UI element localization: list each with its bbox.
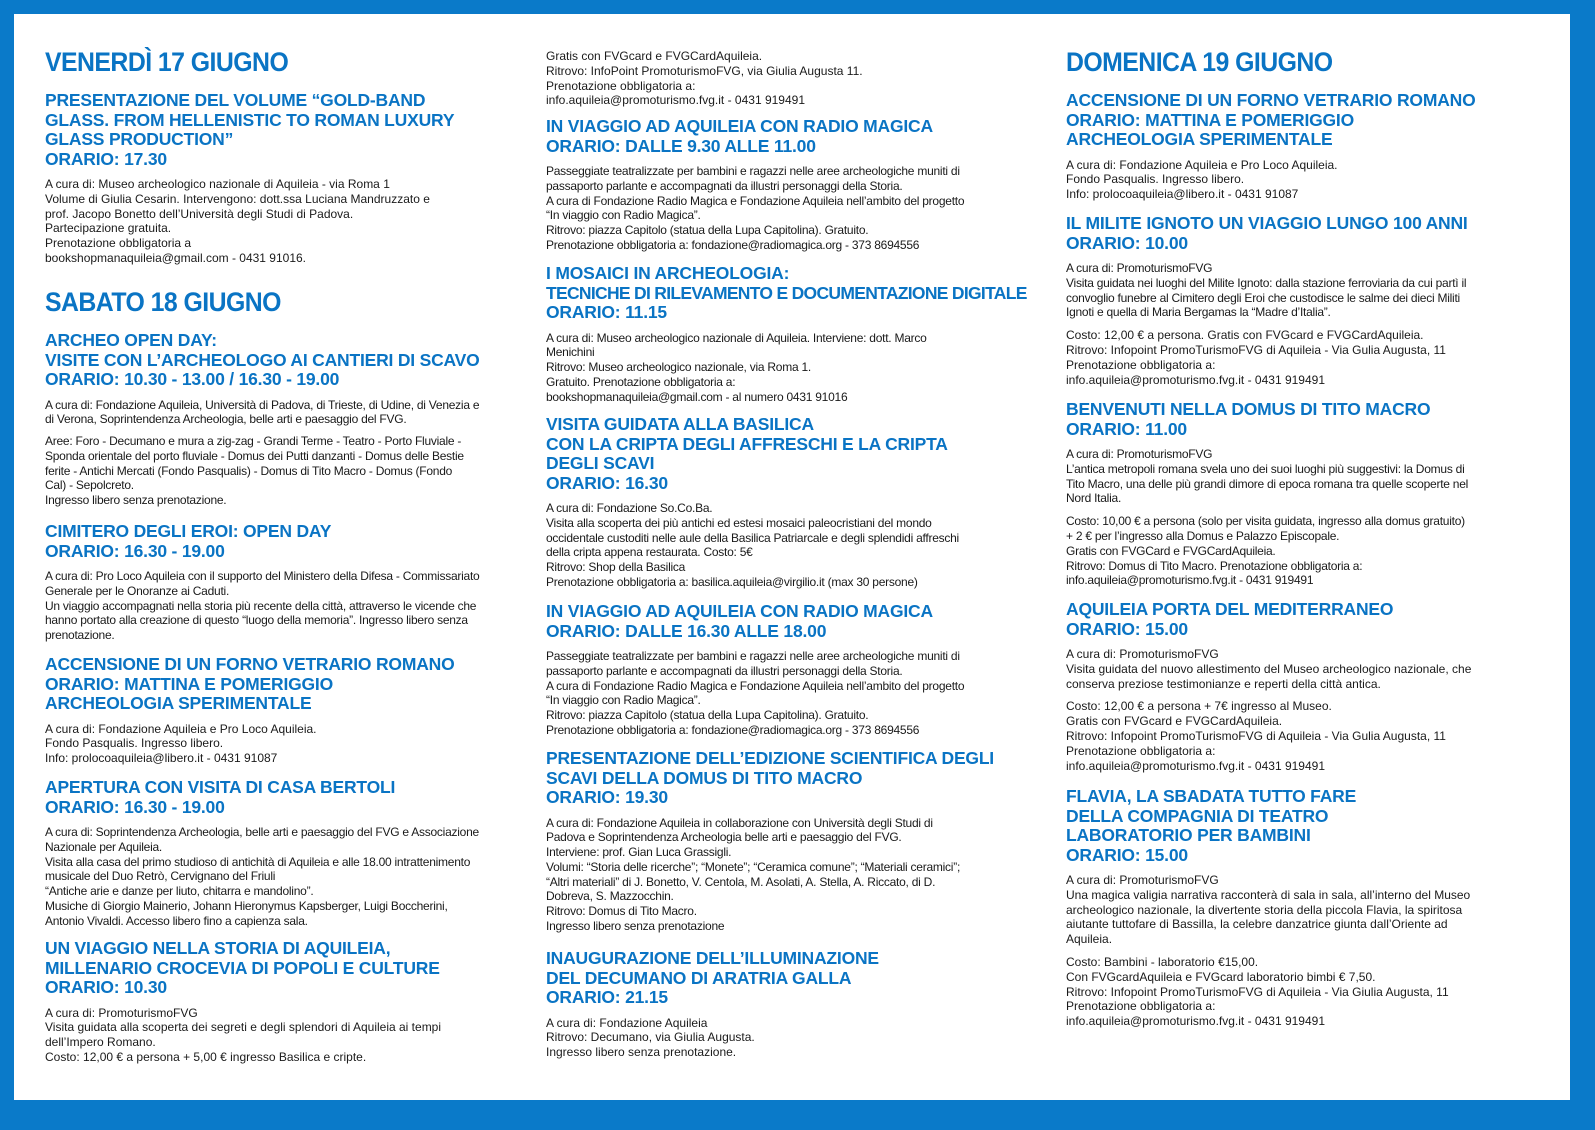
event-casa-bertoli	[45, 778, 523, 929]
body-line: Ritrovo: InfoPoint PromoturismoFVG, via Giulia Augusta 11.	[546, 63, 863, 78]
event-viaggio-storia	[45, 939, 523, 1065]
body-line: info.aquileia@promoturismo.fvg.it - 0431 919491	[1066, 573, 1314, 588]
body-line: Ignoti e quella di Maria Bergamas la “Madre d’Italia”.	[1066, 305, 1331, 320]
day-title-saturday: SABATO 18 GIUGNO	[45, 287, 281, 317]
event-body	[45, 1006, 523, 1065]
body-line: Ritrovo: Domus di Tito Macro.	[546, 904, 697, 919]
body-line: Ritrovo: Infopoint PromoTurismoFVG di Aquileia - Via Giulia Augusta, 11	[1066, 984, 1449, 999]
body-line: Costo: 12,00 € a persona + 7€ ingresso al Museo.	[1066, 699, 1332, 714]
event-time: ORARIO: 16.30 - 19.00	[45, 540, 225, 561]
body-line: Prenotazione obbligatoria a:	[1066, 357, 1216, 372]
event-gold-band-glass	[45, 91, 523, 266]
body-line: Visita guidata nei luoghi del Milite Ignoto: dalla stazione ferroviaria da cui partì il	[1066, 275, 1467, 290]
body-line: A cura di: PromoturismoFVG	[1066, 447, 1213, 461]
body-line: Gratuito. Prenotazione obbligatoria a:	[546, 374, 736, 389]
body-line: Visita alla scoperta dei più antichi ed estesi mosaici paleocristiani del mondo	[546, 515, 932, 530]
body-line: della cripta appena restaurata. Costo: 5€	[546, 545, 753, 560]
body-line: A cura di: Fondazione Aquileia, Università di Padova, di Trieste, di Udine, di Venezia e	[45, 397, 480, 412]
body-line: Fondo Pasqualis. Ingresso libero.	[1066, 172, 1245, 187]
event-body-info	[1066, 699, 1544, 773]
body-line: Ritrovo: Museo archeologico nazionale, via Roma 1.	[546, 360, 811, 375]
body-line: info.aquileia@promoturismo.fvg.it - 0431 919491	[1066, 372, 1325, 387]
body-line: Dobreva, S. Mazzocchin.	[546, 889, 674, 904]
body-line: Ritrovo: piazza Capitolo (statua della Lupa Capitolina). Gratuito.	[546, 223, 869, 238]
body-line: dell’Impero Romano.	[45, 1035, 156, 1050]
event-milite-ignoto	[1066, 214, 1544, 387]
event-basilica	[546, 415, 1044, 590]
body-line: Passeggiate teatralizzate per bambini e ragazzi nelle aree archeologiche muniti di	[546, 164, 960, 178]
body-line: A cura di: PromoturismoFVG	[1066, 647, 1219, 661]
event-body	[1066, 647, 1544, 691]
body-line: Prenotazione obbligatoria a: fondazione@radiomagica.org - 373 8694556	[546, 237, 920, 252]
event-time: ORARIO: 11.15	[546, 302, 667, 322]
body-line: “In viaggio con Radio Magica”.	[546, 693, 701, 708]
body-line: A cura di: PromoturismoFVG	[1066, 873, 1219, 887]
event-body	[45, 722, 523, 766]
event-title: TECNICHE DI RILEVAMENTO E DOCUMENTAZIONE DIGITALE	[546, 282, 1027, 303]
event-title: IL MILITE IGNOTO UN VIAGGIO LUNGO 100 ANNI	[1066, 213, 1468, 233]
body-line: + 2 € per l’ingresso alla Domus e Palazzo Episcopale.	[1066, 528, 1340, 543]
body-line: passaporto parlante e accompagnati da illustri personaggi della Storia.	[546, 178, 903, 193]
body-line: musicale del Duo Retrò, Cervignano del Friuli	[45, 869, 276, 884]
event-body-info	[1066, 955, 1544, 1029]
body-line: A cura di Fondazione Radio Magica e Fondazione Aquileia nell’ambito del progetto	[546, 678, 965, 693]
event-radio-magica-morning	[546, 117, 1044, 253]
body-line: Ingresso libero senza prenotazione.	[546, 1045, 737, 1060]
body-line: occidentale custoditi nelle aule della Basilica Patriarcale e degli splendidi affreschi	[546, 530, 959, 545]
event-time: ORARIO: DALLE 16.30 ALLE 18.00	[546, 620, 827, 641]
body-line: hanno portato alla creazione di questo “luogo della memoria”. Ingresso libero senza	[45, 613, 468, 628]
body-line: Con FVGcardAquileia e FVGcard laboratorio bimbi € 7,50.	[1066, 969, 1376, 984]
body-line: Una magica valigia narrativa racconterà di sala in sala, all’interno del Museo	[1066, 887, 1471, 902]
event-time: ORARIO: 16.30	[546, 472, 668, 493]
event-body	[546, 164, 1044, 253]
event-time: ORARIO: 21.15	[546, 987, 668, 1007]
body-line: “In viaggio con Radio Magica”.	[546, 208, 701, 223]
event-title: ACCENSIONE DI UN FORNO VETRARIO ROMANO	[1066, 90, 1476, 110]
event-body	[1066, 447, 1544, 506]
event-time: ORARIO: 15.00	[1066, 618, 1188, 639]
body-line: archeologico nazionale, la divertente storia della piccola Flavia, la spiritosa	[1066, 902, 1463, 917]
event-title: IN VIAGGIO AD AQUILEIA CON RADIO MAGICA	[546, 116, 933, 136]
body-line: info.aquileia@promoturismo.fvg.it - 0431 919491	[1066, 1014, 1325, 1029]
body-line: bookshopmanaquileia@gmail.com - 0431 91016.	[45, 250, 307, 265]
body-line: Ritrovo: Decumano, via Giulia Augusta.	[546, 1030, 755, 1045]
body-line: Ritrovo: Shop della Basilica	[546, 560, 686, 575]
body-line: convoglio funebre al Cimitero degli Eroi che custodisce le salme dei dieci Militi	[1066, 290, 1460, 305]
event-title: ORARIO: MATTINA E POMERIGGIO	[45, 673, 334, 694]
event-time: ORARIO: 10.30 - 13.00 / 16.30 - 19.00	[45, 369, 340, 389]
body-line: A cura di: PromoturismoFVG	[45, 1005, 198, 1020]
body-line: ferite - Antichi Mercati (Fondo Pasqualis) - Domus di Tito Macro - Domus (Fondo	[45, 463, 453, 478]
event-title: DEL DECUMANO DI ARATRIA GALLA	[546, 967, 852, 988]
body-line: prof. Jacopo Bonetto dell’Università degli Studi di Padova.	[45, 206, 354, 221]
body-line: A cura di: Museo archeologico nazionale di Aquileia. Interviene: dott. Marco	[546, 330, 927, 345]
event-body	[546, 816, 1044, 934]
body-line: Musiche di Giorgio Mainerio, Johann Hieronymus Kapsberger, Luigi Boccherini,	[45, 898, 448, 913]
body-line: Costo: Bambini - laboratorio €15,00.	[1066, 954, 1259, 969]
body-line: Generale per le Onoranze ai Caduti.	[45, 583, 230, 598]
event-body	[546, 331, 1044, 405]
event-body	[546, 501, 1044, 590]
body-line: Prenotazione obbligatoria a:	[1066, 743, 1216, 758]
event-time: ORARIO: 10.30	[45, 977, 167, 997]
event-title: AQUILEIA PORTA DEL MEDITERRANEO	[1066, 599, 1394, 619]
body-line: A cura di: PromoturismoFVG	[1066, 261, 1213, 275]
continuation-block	[546, 49, 1044, 108]
day-title-friday: VENERDÌ 17 GIUGNO	[45, 47, 289, 77]
body-line: A cura di: Fondazione Aquileia	[546, 1015, 708, 1030]
event-title: INAUGURAZIONE DELL’ILLUMINAZIONE	[546, 948, 879, 968]
event-title: ACCENSIONE DI UN FORNO VETRARIO ROMANO	[45, 654, 455, 674]
body-line: Prenotazione obbligatoria a: basilica.aquileia@virgilio.it (max 30 persone)	[546, 574, 918, 589]
event-title: LABORATORIO PER BAMBINI	[1066, 825, 1311, 845]
event-porta-mediterraneo	[1066, 600, 1544, 773]
body-line: Prenotazione obbligatoria a	[45, 236, 192, 251]
body-line: Sponda orientale del porto fluviale - Domus dei Putti danzanti - Domus delle Bestie	[45, 448, 464, 463]
body-line: Visita guidata alla scoperta dei segreti e degli splendori di Aquileia ai tempi	[45, 1020, 442, 1035]
body-line: Nord Italia.	[1066, 491, 1122, 506]
body-line: Info: prolocoaquileia@libero.it - 0431 91087	[45, 751, 278, 766]
body-line: Ritrovo: Infopoint PromoTurismoFVG di Aquileia - Via Gulia Augusta, 11	[1066, 342, 1446, 357]
body-line: Aree: Foro - Decumano e mura a zig-zag - Grandi Terme - Teatro - Porto Fluviale -	[45, 434, 462, 449]
body-line: Nazionale per Aquileia.	[45, 839, 162, 854]
body-line: Prenotazione obbligatoria a:	[1066, 999, 1216, 1014]
body-line: Padova e Soprintendenza Archeologia belle arti e paesaggio del FVG.	[546, 830, 902, 845]
body-line: Visita guidata del nuovo allestimento del Museo archeologico nazionale, che	[1066, 661, 1472, 676]
body-line: Fondo Pasqualis. Ingresso libero.	[45, 736, 224, 751]
body-line: A cura di Fondazione Radio Magica e Fondazione Aquileia nell’ambito del progetto	[546, 193, 965, 208]
event-flavia-laboratorio	[1066, 787, 1544, 1029]
body-line: A cura di: Fondazione Aquileia e Pro Loco Aquileia.	[1066, 157, 1338, 172]
body-line: Info: prolocoaquileia@libero.it - 0431 91087	[1066, 187, 1299, 202]
event-body	[1066, 261, 1544, 320]
event-title: CIMITERO DEGLI EROI: OPEN DAY	[45, 521, 332, 541]
event-radio-magica-afternoon	[546, 602, 1044, 738]
event-title: UN VIAGGIO NELLA STORIA DI AQUILEIA,	[45, 938, 391, 958]
event-title: VISITA GUIDATA ALLA BASILICA	[546, 414, 814, 434]
body-line: Prenotazione obbligatoria a: fondazione@radiomagica.org - 373 8694556	[546, 722, 920, 737]
body-line: Costo: 10,00 € a persona (solo per visita guidata, ingresso alla domus gratuito)	[1066, 514, 1465, 529]
body-line: A cura di: Fondazione Aquileia e Pro Loco Aquileia.	[45, 721, 317, 736]
event-body	[1066, 158, 1544, 202]
body-line: A cura di: Soprintendenza Archeologia, belle arti e paesaggio del FVG e Associazione	[45, 825, 479, 839]
event-title: MILLENARIO CROCEVIA DI POPOLI E CULTURE	[45, 957, 440, 978]
event-body	[546, 1016, 1044, 1060]
body-line: Ingresso libero senza prenotazione.	[45, 493, 227, 508]
event-title: DEGLI SCAVI	[546, 453, 655, 473]
event-title: ARCHEOLOGIA SPERIMENTALE	[1066, 129, 1333, 149]
body-line: Interviene: prof. Gian Luca Grassigli.	[546, 845, 732, 860]
body-line: Costo: 12,00 € a persona + 5,00 € ingresso Basilica e cripte.	[45, 1049, 367, 1064]
event-title: DELLA COMPAGNIA DI TEATRO	[1066, 805, 1329, 826]
body-line: di Verona, Soprintendenza Archeologia, belle arti e paesaggio del FVG.	[45, 412, 407, 427]
day-title-sunday: DOMENICA 19 GIUGNO	[1066, 47, 1333, 77]
event-body	[45, 398, 523, 428]
body-line: “Antiche arie e danze per liuto, chitarra e mandolino”.	[45, 884, 314, 899]
event-title: ARCHEO OPEN DAY:	[45, 330, 217, 350]
event-time: ORARIO: 19.30	[546, 787, 668, 807]
event-title: ORARIO: MATTINA E POMERIGGIO	[1066, 109, 1355, 130]
event-body	[1066, 873, 1544, 947]
body-line: Gratis con FVGcard e FVGCardAquileia.	[1066, 714, 1283, 729]
event-edizione-scientifica	[546, 749, 1044, 934]
body-line: Visita alla casa del primo studioso di antichità di Aquileia e alle 18.00 intrattenimento	[45, 854, 471, 869]
event-body	[45, 569, 523, 643]
event-title: CON LA CRIPTA DEGLI AFFRESCHI E LA CRIPTA	[546, 433, 948, 454]
event-body-info	[1066, 328, 1544, 387]
body-line: A cura di: Pro Loco Aquileia con il supporto del Ministero della Difesa - Commissariato	[45, 569, 480, 583]
event-time: ORARIO: DALLE 9.30 ALLE 11.00	[546, 135, 816, 156]
body-line: Ritrovo: Infopoint PromoTurismoFVG di Aquileia - Via Gulia Augusta, 11	[1066, 728, 1446, 743]
event-body-areas	[45, 434, 523, 508]
event-title: SCAVI DELLA DOMUS DI TITO MACRO	[546, 767, 863, 788]
body-line: Ritrovo: piazza Capitolo (statua della Lupa Capitolina). Gratuito.	[546, 708, 869, 723]
event-title: BENVENUTI NELLA DOMUS DI TITO MACRO	[1066, 399, 1431, 419]
body-line: A cura di: Museo archeologico nazionale di Aquileia - via Roma 1	[45, 177, 390, 191]
body-line: Prenotazione obbligatoria a:	[546, 78, 696, 93]
body-line: conserva preziose testimonianze e reperti della città antica.	[1066, 676, 1381, 691]
body-line: L’antica metropoli romana svela uno dei suoi luoghi più suggestivi: la Domus di	[1066, 461, 1465, 476]
event-time: ORARIO: 15.00	[1066, 844, 1188, 865]
event-title: IN VIAGGIO AD AQUILEIA CON RADIO MAGICA	[546, 601, 933, 621]
event-body	[45, 177, 523, 266]
body-line: bookshopmanaquileia@gmail.com - al numero 0431 91016	[546, 389, 848, 404]
body-line: Costo: 12,00 € a persona. Gratis con FVGcard e FVGCardAquileia.	[1066, 328, 1424, 343]
event-title: GLASS PRODUCTION”	[45, 129, 234, 149]
body-line: passaporto parlante e accompagnati da illustri personaggi della Storia.	[546, 663, 903, 678]
event-time: ORARIO: 11.00	[1066, 418, 1187, 439]
event-forno-vetrario-sat	[45, 655, 523, 766]
event-time: ORARIO: 10.00	[1066, 232, 1188, 253]
body-line: Antonio Vivaldi. Accesso libero fino a capienza sala.	[45, 913, 308, 928]
event-time: ORARIO: 17.30	[45, 148, 167, 169]
event-body	[546, 649, 1044, 738]
program-sheet	[14, 14, 1570, 1100]
body-line: Aquileia.	[1066, 932, 1113, 947]
body-line: Ingresso libero senza prenotazione	[546, 919, 725, 934]
body-line: A cura di: Fondazione Aquileia in collaborazione con Università degli Studi di	[546, 815, 933, 830]
body-line: Cal) - Sepolcreto.	[45, 478, 134, 493]
body-line: Gratis con FVGcard e FVGCardAquileia.	[546, 49, 763, 63]
body-line: Gratis con FVGCard e FVGCardAquileia.	[1066, 543, 1276, 558]
body-line: Un viaggio accompagnati nella storia più recente della città, attraverso le vicende che	[45, 598, 477, 613]
event-domus-tito-macro	[1066, 400, 1544, 588]
event-title: FLAVIA, LA SBADATA TUTTO FARE	[1066, 786, 1357, 806]
event-title: GLASS. FROM HELLENISTIC TO ROMAN LUXURY	[45, 109, 455, 130]
body-line: Volume di Giulia Cesarin. Intervengono: dott.ssa Luciana Mandruzzato e	[45, 191, 430, 206]
body-line: Partecipazione gratuita.	[45, 221, 172, 236]
event-body-info	[1066, 514, 1544, 588]
body-line: Tito Macro, una delle più grandi dimore di epoca romana tra quelle scoperte nel	[1066, 476, 1469, 491]
body-line: Ritrovo: Domus di Tito Macro. Prenotazione obbligatoria a:	[1066, 558, 1363, 573]
event-time: ORARIO: 16.30 - 19.00	[45, 796, 225, 817]
event-title: ARCHEOLOGIA SPERIMENTALE	[45, 693, 312, 713]
body-line: Volumi: “Storia delle ricerche”; “Monete”; “Ceramica comune”; “Materiali ceramici”;	[546, 859, 961, 874]
event-title: PRESENTAZIONE DELL’EDIZIONE SCIENTIFICA DEGLI	[546, 748, 994, 768]
body-line: A cura di: Fondazione So.Co.Ba.	[546, 501, 713, 515]
body-line: “Altri materiali” di J. Bonetto, V. Centola, M. Asolati, A. Stella, A. Riccato, di D.	[546, 874, 936, 889]
event-mosaici	[546, 264, 1044, 404]
event-cimitero-eroi	[45, 522, 523, 643]
event-archeo-open-day	[45, 331, 523, 508]
event-title: APERTURA CON VISITA DI CASA BERTOLI	[45, 777, 396, 797]
event-title: PRESENTAZIONE DEL VOLUME “GOLD-BAND	[45, 90, 426, 110]
body-line: Menichini	[546, 345, 595, 360]
event-forno-vetrario-sun	[1066, 91, 1544, 202]
body-line: info.aquileia@promoturismo.fvg.it - 0431 919491	[546, 93, 805, 108]
body-line: Passeggiate teatralizzate per bambini e ragazzi nelle aree archeologiche muniti di	[546, 649, 960, 663]
body-line: info.aquileia@promoturismo.fvg.it - 0431 919491	[1066, 758, 1325, 773]
body-line: prenotazione.	[45, 628, 115, 643]
event-illuminazione-decumano	[546, 949, 1044, 1060]
event-title: I MOSAICI IN ARCHEOLOGIA:	[546, 263, 790, 283]
event-body	[45, 825, 523, 929]
event-title: VISITE CON L’ARCHEOLOGO AI CANTIERI DI SCAVO	[45, 349, 480, 370]
body-line: aiutante tuttofare di Bassilla, la celebre danzatrice giunta dall’Oriente ad	[1066, 917, 1448, 932]
